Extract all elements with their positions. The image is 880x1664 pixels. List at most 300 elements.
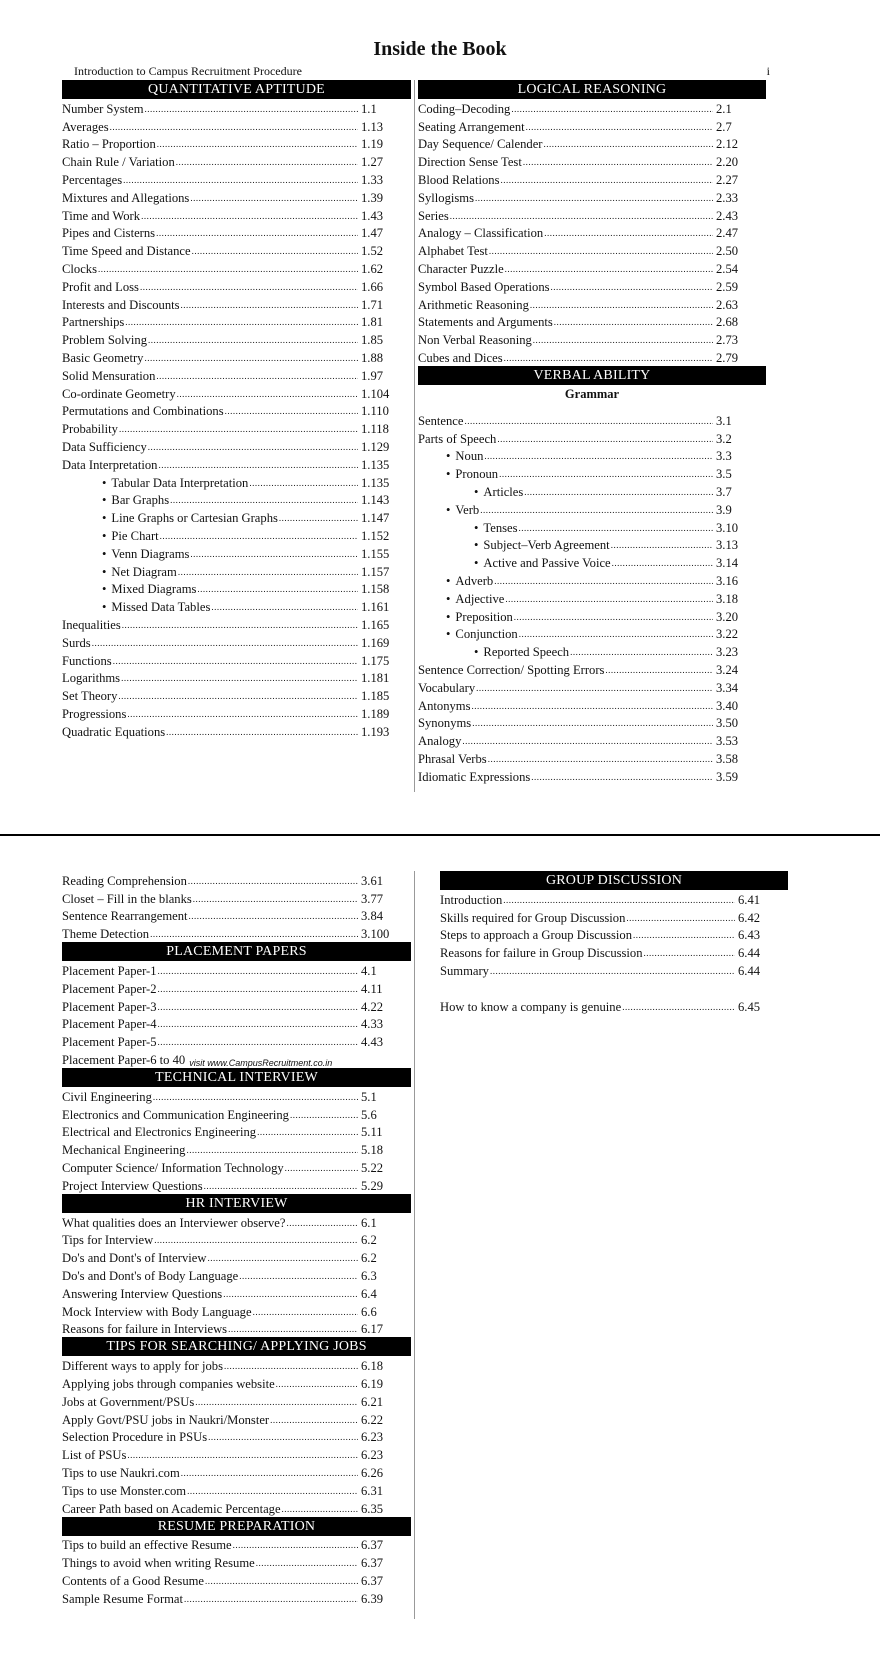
- entry-label: • Venn Diagrams: [102, 547, 189, 562]
- toc-entry: [418, 607, 766, 625]
- toc-entry: [62, 455, 411, 473]
- entry-label: Placement Paper-3: [62, 999, 157, 1014]
- toc-entry: [418, 589, 766, 607]
- intro-entry: [74, 64, 770, 79]
- entry-label: • Net Diagram: [102, 565, 177, 580]
- entry-label: Clocks: [62, 261, 97, 276]
- dot-leader: [207, 1253, 358, 1263]
- entry-label: Mixtures and Allegations: [62, 190, 190, 205]
- dot-leader: [282, 1504, 358, 1514]
- entry-page: 3.100: [361, 927, 390, 942]
- entry-page: 2.33: [716, 190, 739, 205]
- dot-leader: [156, 371, 358, 381]
- entry-label: Reasons for failure in Interviews: [62, 1322, 228, 1337]
- entry-label: Solid Mensuration: [62, 368, 156, 383]
- entry-page: 1.147: [361, 511, 390, 526]
- entry-page: 6.2: [361, 1251, 377, 1266]
- dot-leader: [551, 282, 713, 292]
- entry-page: 6.26: [361, 1465, 384, 1480]
- entry-label: Series: [418, 208, 449, 223]
- dot-leader: [224, 1361, 358, 1371]
- toc-entry: [62, 330, 411, 348]
- hr-list: [62, 1213, 411, 1338]
- entry-label: Introduction: [440, 892, 503, 907]
- entry-label: Placement Paper-4: [62, 1017, 157, 1032]
- toc-entry: [62, 313, 411, 331]
- toc-entry: [418, 152, 766, 170]
- entry-page: 3.22: [716, 627, 739, 642]
- entry-note: visit www.CampusRecruitment.co.in: [189, 1057, 333, 1068]
- entry-page: 3.40: [716, 698, 739, 713]
- entry-page: 3.3: [716, 449, 732, 464]
- dot-leader: [148, 442, 358, 452]
- entry-page: 6.22: [361, 1412, 384, 1427]
- hr-header: HR INTERVIEW: [62, 1194, 411, 1213]
- dot-leader: [471, 701, 713, 711]
- entry-label: Co-ordinate Geometry: [62, 386, 176, 401]
- dot-leader: [480, 505, 713, 515]
- entry-label: Data Sufficiency: [62, 439, 147, 454]
- entry-label: Placement Paper-5: [62, 1035, 157, 1050]
- dot-leader: [519, 523, 713, 533]
- entry-label: Things to avoid when writing Resume: [62, 1556, 255, 1571]
- dot-leader: [304, 65, 765, 75]
- entry-page: 1.81: [361, 315, 384, 330]
- dot-leader: [531, 772, 713, 782]
- toc-entry: [62, 170, 411, 188]
- dot-leader: [644, 948, 735, 958]
- dot-leader: [464, 416, 713, 426]
- toc-entry: [62, 1445, 411, 1463]
- dot-leader: [157, 139, 358, 149]
- toc-entry: [418, 714, 766, 732]
- dot-leader: [192, 246, 358, 256]
- toc-entry: [440, 890, 788, 908]
- entry-label: • Subject–Verb Agreement: [474, 538, 610, 553]
- toc-entry: [418, 625, 766, 643]
- dot-leader: [208, 1432, 358, 1442]
- entry-page: 1.193: [361, 724, 390, 739]
- entry-label: Direction Sense Test: [418, 155, 522, 170]
- entry-page: 4.11: [361, 981, 383, 996]
- tips-list: [62, 1356, 411, 1516]
- toc-entry: [62, 544, 411, 562]
- entry-page: 1.85: [361, 333, 384, 348]
- dot-leader: [145, 104, 358, 114]
- toc-entry: [62, 615, 411, 633]
- entry-page: 5.29: [361, 1178, 384, 1193]
- gd-header: GROUP DISCUSSION: [440, 871, 788, 890]
- toc-entry: [62, 669, 411, 687]
- toc-entry: [62, 924, 411, 942]
- entry-page: 2.1: [716, 101, 732, 116]
- entry-label: Answering Interview Questions: [62, 1286, 223, 1301]
- column-divider: [414, 80, 415, 792]
- entry-label: Antonyms: [418, 698, 471, 713]
- entry-page: 1.62: [361, 261, 384, 276]
- toc-entry: [418, 500, 766, 518]
- dot-leader: [110, 122, 358, 132]
- entry-page: 4.43: [361, 1035, 384, 1050]
- resume-header: RESUME PREPARATION: [62, 1517, 411, 1536]
- va-list: [418, 411, 766, 785]
- toc-entry: [418, 518, 766, 536]
- toc-entry: [62, 1302, 411, 1320]
- entry-label: Tips to use Monster.com: [62, 1483, 187, 1498]
- toc-entry: [62, 1213, 411, 1231]
- entry-label: Do's and Dont's of Interview: [62, 1251, 207, 1266]
- toc-entry: [418, 767, 766, 785]
- toc-entry: [62, 1428, 411, 1446]
- dot-leader: [121, 673, 358, 683]
- toc-entry: [62, 437, 411, 455]
- toc-entry: [62, 1050, 411, 1068]
- toc-entry: [62, 152, 411, 170]
- entry-page: 2.12: [716, 137, 739, 152]
- grammar-subheader: Grammar: [564, 386, 620, 401]
- entry-page: 6.23: [361, 1430, 384, 1445]
- entry-label: Skills required for Group Discussion: [440, 910, 626, 925]
- entry-label: Sentence Rearrangement: [62, 909, 188, 924]
- entry-label: Permutations and Combinations: [62, 404, 224, 419]
- entry-label: Sample Resume Format: [62, 1591, 184, 1606]
- entry-label: Coding–Decoding: [418, 101, 511, 116]
- dot-leader: [158, 460, 358, 470]
- qa-header: QUANTITATIVE APTITUDE: [62, 80, 411, 99]
- dot-leader: [462, 736, 713, 746]
- entry-label: Number System: [62, 101, 144, 116]
- dot-leader: [193, 894, 358, 904]
- toc-entry: [62, 1320, 411, 1338]
- toc-entry: [62, 979, 411, 997]
- toc-entry: [62, 135, 411, 153]
- entry-label: Mock Interview with Body Language: [62, 1304, 252, 1319]
- toc-entry: [62, 722, 411, 740]
- toc-entry: [418, 642, 766, 660]
- dot-leader: [484, 451, 713, 461]
- entry-page: 3.84: [361, 909, 384, 924]
- toc-entry: [62, 1589, 411, 1607]
- entry-label: • Articles: [474, 485, 523, 500]
- entry-page: 2.47: [716, 226, 739, 241]
- qa-list: [62, 99, 411, 740]
- entry-page: 3.20: [716, 609, 739, 624]
- toc-entry: [440, 997, 788, 1015]
- toc-entry: [418, 330, 766, 348]
- dot-leader: [533, 335, 713, 345]
- dot-leader: [544, 139, 714, 149]
- entry-page: 6.1: [361, 1215, 377, 1230]
- toc-entry: [62, 961, 411, 979]
- entry-label: Electrical and Electronics Engineering: [62, 1125, 257, 1140]
- entry-page: 2.79: [716, 350, 739, 365]
- dot-leader: [511, 104, 713, 114]
- entry-label: • Tabular Data Interpretation: [102, 476, 248, 491]
- entry-page: 1.152: [361, 528, 390, 543]
- toc-entry: [62, 508, 411, 526]
- dot-leader: [503, 895, 735, 905]
- entry-page: 6.44: [738, 963, 761, 978]
- dot-leader: [160, 531, 358, 541]
- dot-leader: [489, 246, 713, 256]
- entry-label: Synonyms: [418, 716, 472, 731]
- entry-label: Summary: [440, 963, 489, 978]
- dot-leader: [177, 389, 358, 399]
- page-title: Inside the Book: [373, 38, 507, 60]
- entry-page: 1.143: [361, 493, 390, 508]
- entry-label: Partnerships: [62, 315, 125, 330]
- entry-label: • Reported Speech: [474, 645, 569, 660]
- entry-page: 3.9: [716, 502, 732, 517]
- toc-entry: [418, 259, 766, 277]
- entry-label: Day Sequence/ Calender: [418, 137, 543, 152]
- toc-entry: [62, 402, 411, 420]
- toc-entry: [418, 170, 766, 188]
- entry-label: Vocabulary: [418, 680, 476, 695]
- dot-leader: [626, 913, 735, 923]
- toc-entry: [418, 411, 766, 429]
- entry-page: 6.45: [738, 999, 761, 1014]
- dot-leader: [249, 478, 358, 488]
- entry-page: 1.135: [361, 457, 390, 472]
- dot-leader: [223, 1289, 358, 1299]
- entry-label: Reasons for failure in Group Discussion: [440, 946, 643, 961]
- entry-label: Mechanical Engineering: [62, 1143, 186, 1158]
- toc-entry: [62, 384, 411, 402]
- entry-label: Reading Comprehension: [62, 873, 187, 888]
- entry-label: Placement Paper-1: [62, 963, 157, 978]
- dot-leader: [256, 1558, 358, 1568]
- dot-leader: [286, 1218, 358, 1228]
- toc-entry: [62, 1374, 411, 1392]
- toc-entry: [62, 907, 411, 925]
- entry-label: Sentence Correction/ Spotting Errors: [418, 662, 605, 677]
- entry-page: 3.18: [716, 591, 739, 606]
- entry-page: 2.43: [716, 208, 739, 223]
- dot-leader: [225, 406, 358, 416]
- entry-page: 6.44: [738, 946, 761, 961]
- dot-leader: [450, 211, 713, 221]
- dot-leader: [505, 594, 713, 604]
- entry-page: 1.185: [361, 689, 390, 704]
- entry-page: 2.68: [716, 315, 739, 330]
- dot-leader: [488, 754, 713, 764]
- bottom-left-column: [62, 871, 411, 1607]
- va-cont-list: [62, 871, 411, 942]
- toc-entry: [418, 447, 766, 465]
- entry-label: Analogy: [418, 734, 462, 749]
- entry-page: 1.175: [361, 653, 390, 668]
- entry-label: Profit and Loss: [62, 279, 139, 294]
- entry-label: Different ways to apply for jobs: [62, 1359, 224, 1374]
- lr-column: [418, 80, 766, 785]
- entry-label: Placement Paper-2: [62, 981, 157, 996]
- toc-entry: [62, 277, 411, 295]
- dot-leader: [153, 1092, 358, 1102]
- entry-page: 3.77: [361, 891, 384, 906]
- toc-entry: [62, 1248, 411, 1266]
- entry-label: Do's and Dont's of Body Language: [62, 1268, 239, 1283]
- entry-label: • Bar Graphs: [102, 493, 169, 508]
- entry-page: 6.43: [738, 928, 761, 943]
- entry-page: 1.189: [361, 706, 390, 721]
- dot-leader: [285, 1163, 358, 1173]
- va-header: VERBAL ABILITY: [418, 366, 766, 385]
- entry-page: 1.88: [361, 350, 384, 365]
- dot-leader: [279, 513, 358, 523]
- entry-label: Computer Science/ Information Technology: [62, 1160, 284, 1175]
- entry-label: Probability: [62, 422, 118, 437]
- toc-entry: [62, 1481, 411, 1499]
- dot-leader: [176, 157, 358, 167]
- entry-page: 1.158: [361, 582, 390, 597]
- entry-label: Inequalities: [62, 617, 121, 632]
- entry-label: Contents of a Good Resume: [62, 1573, 205, 1588]
- dot-leader: [158, 1019, 358, 1029]
- dot-leader: [195, 1397, 358, 1407]
- toc-entry: [440, 926, 788, 944]
- intro-label: Introduction to Campus Recruitment Procedure: [74, 64, 302, 78]
- dot-leader: [190, 549, 358, 559]
- ti-list: [62, 1087, 411, 1194]
- entry-page: 1.110: [361, 404, 389, 419]
- dot-leader: [158, 1037, 358, 1047]
- dot-leader: [501, 175, 713, 185]
- entry-page: 1.52: [361, 244, 384, 259]
- dot-leader: [127, 709, 358, 719]
- toc-entry: [62, 526, 411, 544]
- dot-leader: [127, 1450, 358, 1460]
- ti-header: TECHNICAL INTERVIEW: [62, 1068, 411, 1087]
- entry-page: 1.161: [361, 600, 390, 615]
- toc-entry: [62, 871, 411, 889]
- dot-leader: [233, 1540, 358, 1550]
- entry-page: 2.73: [716, 333, 739, 348]
- dot-leader: [170, 495, 358, 505]
- entry-page: 3.59: [716, 769, 739, 784]
- toc-entry: [418, 99, 766, 117]
- entry-label: Phrasal Verbs: [418, 751, 487, 766]
- entry-page: 4.1: [361, 963, 377, 978]
- dot-leader: [166, 727, 358, 737]
- entry-label: Seating Arrangement: [418, 119, 525, 134]
- dot-leader: [148, 335, 358, 345]
- entry-page: 4.33: [361, 1017, 384, 1032]
- toc-entry: [62, 1499, 411, 1517]
- entry-label: Electronics and Communication Engineering: [62, 1107, 289, 1122]
- pp-header: PLACEMENT PAPERS: [62, 942, 411, 961]
- toc-entry: [62, 1463, 411, 1481]
- entry-page: 6.31: [361, 1483, 384, 1498]
- entry-label: Sentence: [418, 413, 464, 428]
- toc-entry: [62, 1015, 411, 1033]
- entry-page: 6.4: [361, 1286, 377, 1301]
- entry-page: 6.41: [738, 892, 761, 907]
- entry-page: 5.11: [361, 1125, 383, 1140]
- toc-entry: [62, 491, 411, 509]
- dot-leader: [211, 602, 358, 612]
- entry-page: 3.10: [716, 520, 739, 535]
- entry-label: Blood Relations: [418, 172, 500, 187]
- dot-leader: [98, 264, 358, 274]
- dot-leader: [197, 584, 358, 594]
- entry-page: 6.18: [361, 1359, 384, 1374]
- dot-leader: [184, 1594, 358, 1604]
- dot-leader: [158, 984, 358, 994]
- toc-entry: [62, 1266, 411, 1284]
- toc-entry: [440, 961, 788, 979]
- entry-label: Statements and Arguments: [418, 315, 553, 330]
- entry-label: • Preposition: [446, 610, 513, 625]
- entry-page: 5.1: [361, 1089, 377, 1104]
- entry-page: 3.34: [716, 680, 739, 695]
- toc-entry: [62, 117, 411, 135]
- tips-header: TIPS FOR SEARCHING/ APPLYING JOBS: [62, 1337, 411, 1356]
- toc-entry: [62, 366, 411, 384]
- dot-leader: [141, 211, 358, 221]
- entry-label: • Adverb: [446, 574, 493, 589]
- entry-page: 2.27: [716, 172, 739, 187]
- entry-label: Theme Detection: [62, 927, 150, 942]
- dot-leader: [188, 876, 358, 886]
- dot-leader: [158, 966, 358, 976]
- toc-entry: [62, 259, 411, 277]
- dot-leader: [181, 1468, 358, 1478]
- entry-page: 6.42: [738, 910, 761, 925]
- entry-label: Closet – Fill in the blanks: [62, 891, 192, 906]
- entry-label: Logarithms: [62, 671, 121, 686]
- entry-page: 3.53: [716, 734, 739, 749]
- entry-page: 3.13: [716, 538, 739, 553]
- entry-page: 1.157: [361, 564, 390, 579]
- dot-leader: [554, 317, 713, 327]
- entry-page: 1.129: [361, 439, 390, 454]
- entry-label: Time Speed and Distance: [62, 244, 191, 259]
- entry-label: Averages: [62, 119, 109, 134]
- entry-label: • Missed Data Tables: [102, 600, 210, 615]
- entry-page: 2.63: [716, 297, 739, 312]
- toc-entry: [62, 295, 411, 313]
- toc-entry: [62, 1231, 411, 1249]
- toc-entry: [440, 908, 788, 926]
- toc-entry: [62, 580, 411, 598]
- dot-leader: [205, 1576, 358, 1586]
- entry-label: Chain Rule / Variation: [62, 155, 175, 170]
- entry-label: Time and Work: [62, 208, 141, 223]
- entry-page: 1.118: [361, 422, 389, 437]
- dot-leader: [123, 175, 358, 185]
- toc-entry: [62, 1123, 411, 1141]
- entry-label: • Adjective: [446, 592, 504, 607]
- entry-page: 6.39: [361, 1591, 384, 1606]
- dot-leader: [276, 1379, 358, 1389]
- dot-leader: [514, 612, 713, 622]
- entry-label: Project Interview Questions: [62, 1178, 203, 1193]
- toc-entry: [62, 1553, 411, 1571]
- entry-label: Analogy – Classification: [418, 226, 544, 241]
- toc-entry: [62, 1571, 411, 1589]
- entry-page: 1.19: [361, 137, 384, 152]
- entry-label: Tips to use Naukri.com: [62, 1465, 180, 1480]
- dot-leader: [544, 228, 713, 238]
- resume-list: [62, 1536, 411, 1607]
- entry-label: Surds: [62, 635, 91, 650]
- entry-label: Syllogisms: [418, 190, 474, 205]
- entry-page: 1.39: [361, 190, 384, 205]
- toc-entry: [62, 633, 411, 651]
- toc-entry: [62, 1410, 411, 1428]
- entry-label: Cubes and Dices: [418, 350, 503, 365]
